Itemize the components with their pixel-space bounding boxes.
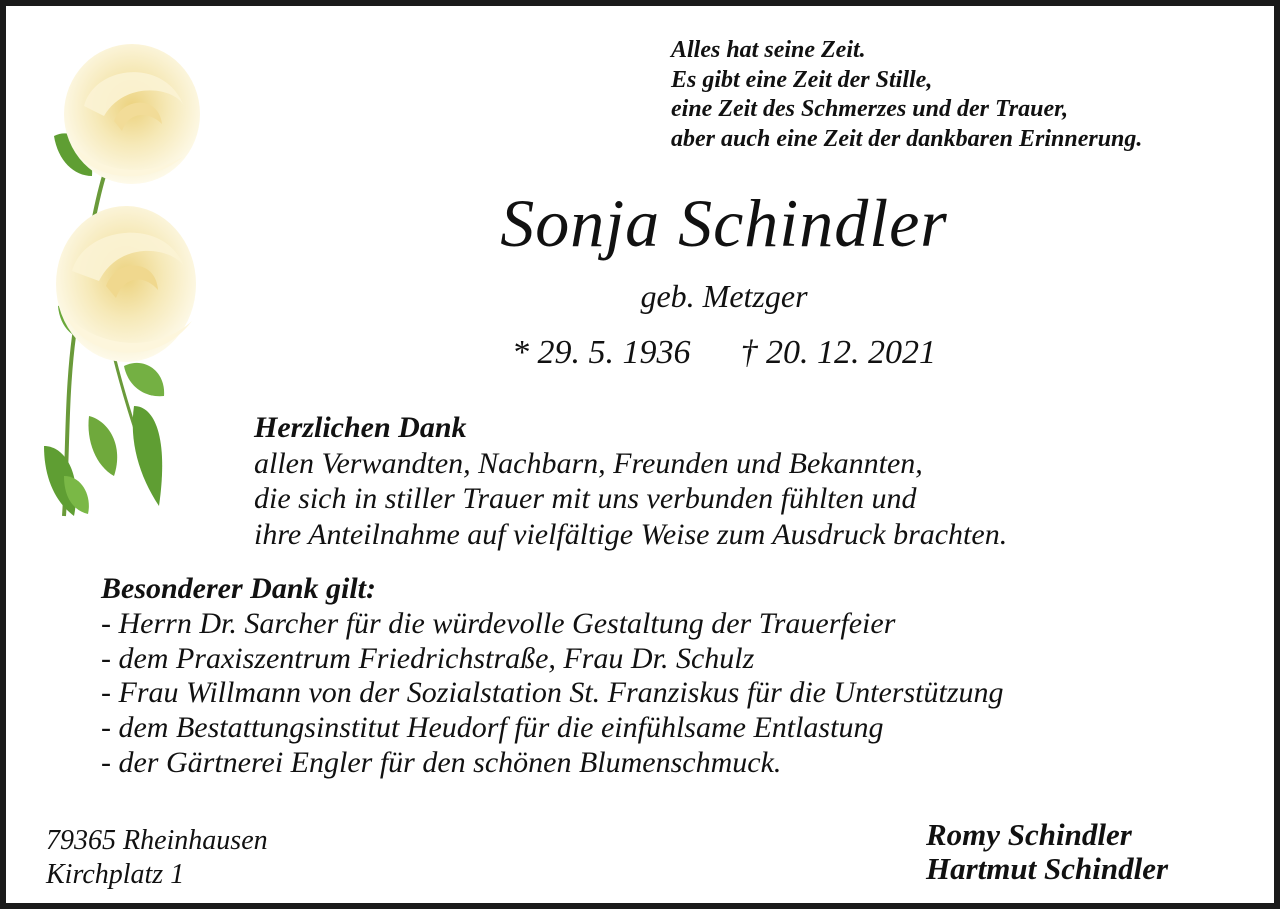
motto-verse — [671, 36, 1142, 154]
motto-line: Es gibt eine Zeit der Stille, — [671, 66, 933, 93]
thanks-line: allen Verwandten, Nachbarn, Freunden und Bekannten, — [254, 446, 923, 480]
special-thanks-item: - Herrn Dr. Sarcher für die würdevolle Gestaltung der Trauerfeier — [101, 606, 896, 640]
address-block — [46, 824, 268, 892]
thanks-heading: Herzlichen Dank — [254, 411, 467, 444]
special-thanks-item: - der Gärtnerei Engler für den schönen Blumenschmuck. — [101, 745, 782, 779]
special-thanks-item: - Frau Willmann von der Sozialstation St. Franziskus für die Unterstützung — [101, 676, 1004, 710]
address-street: Kirchplatz 1 — [46, 859, 185, 890]
motto-line: eine Zeit des Schmerzes und der Trauer, — [671, 96, 1069, 122]
special-thanks-item: - dem Bestattungsinstitut Heudorf für die einfühlsame Entlastung — [101, 711, 884, 745]
motto-line: aber auch eine Zeit der dankbaren Erinnerung. — [671, 125, 1143, 152]
born-name: geb. Metzger — [640, 278, 808, 314]
signers-block — [926, 818, 1168, 886]
thanks-section — [254, 410, 1007, 552]
death-date: † 20. 12. 2021 — [740, 334, 936, 371]
deceased-name: Sonja Schindler — [500, 185, 948, 261]
signer-name: Hartmut Schindler — [926, 851, 1169, 886]
signer-name: Romy Schindler — [926, 817, 1132, 852]
life-dates — [6, 334, 1280, 372]
special-thanks-item: - dem Praxiszentrum Friedrichstraße, Frau Dr. Schulz — [101, 641, 755, 675]
motto-line: Alles hat seine Zeit. — [671, 37, 866, 63]
thanks-line: die sich in stiller Trauer mit uns verbunden fühlten und — [254, 482, 917, 515]
thanks-line: ihre Anteilnahme auf vielfältige Weise zum Ausdruck brachten. — [254, 517, 1008, 551]
birth-date: * 29. 5. 1936 — [512, 334, 691, 371]
address-city: 79365 Rheinhausen — [46, 825, 268, 856]
special-thanks-section — [101, 572, 1004, 781]
special-thanks-heading: Besonderer Dank gilt: — [101, 572, 377, 605]
